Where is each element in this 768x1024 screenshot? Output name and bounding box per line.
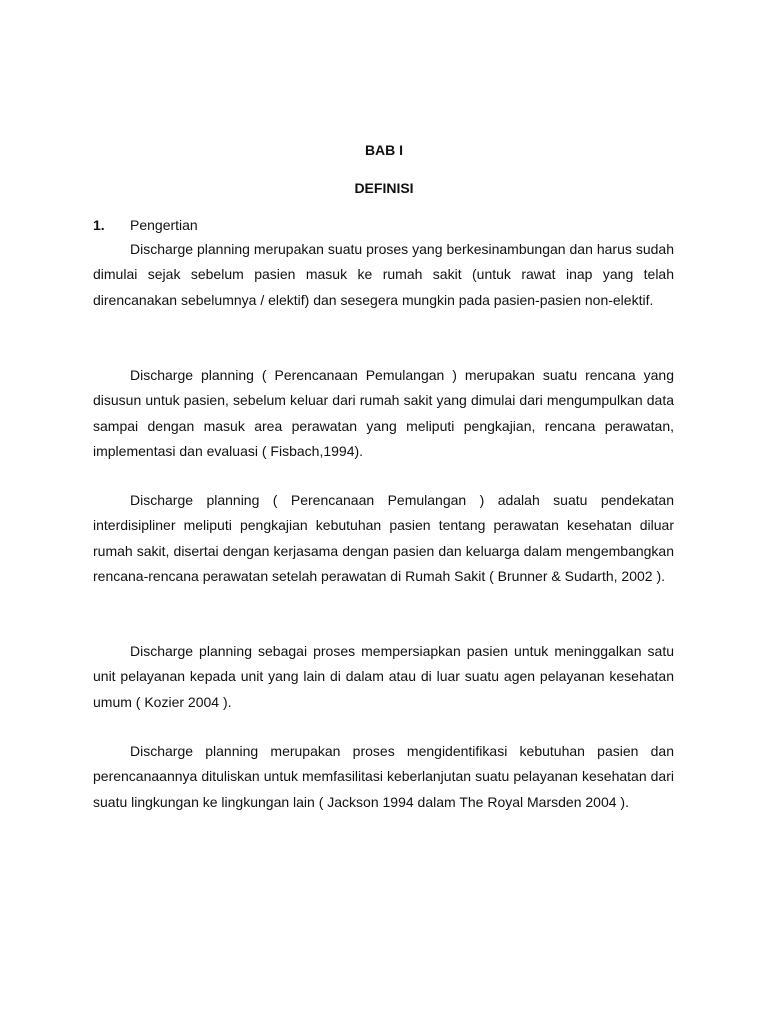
paragraph-3: Discharge planning ( Perencanaan Pemulangan ) adalah suatu pendekatan interdisipliner meliputi pengkajian kebutuhan pasien tentang perawatan kesehatan diluar rumah sakit, disertai dengan kerjasama dengan pasien dan keluarga dalam mengembangkan rencana-rencana perawatan setelah perawatan di Rumah Sakit ( Brunner & Sudarth, 2002 ). (93, 492, 674, 584)
section-label: Pengertian (130, 217, 198, 233)
paragraph-2: Discharge planning ( Perencanaan Pemulangan ) merupakan suatu rencana yang disusun untuk pasien, sebelum keluar dari rumah sakit yang dimulai dari mengumpulkan data sampai dengan masuk area perawatan yang meliputi pengkajian, rencana perawatan, implementasi dan evaluasi ( Fisbach,1994). (93, 367, 674, 459)
paragraph-4: Discharge planning sebagai proses mempersiapkan pasien untuk meninggalkan satu unit pelayanan kepada unit yang lain di dalam atau di luar suatu agen pelayanan kesehatan umum ( Kozier 2004 ). (93, 643, 674, 710)
chapter-heading: BAB I (364, 142, 404, 158)
chapter-title: DEFINISI (354, 180, 414, 196)
section-number: 1. (93, 217, 105, 233)
section-heading (93, 216, 198, 234)
paragraph-5: Discharge planning merupakan proses mengidentifikasi kebutuhan pasien dan perencanaannya dituliskan untuk memfasilitasi keberlanjutan suatu pelayanan kesehatan dari suatu lingkungan ke lingkungan lain ( Jackson 1994 dalam The Royal Marsden 2004 ). (93, 743, 674, 810)
paragraph-1: Discharge planning merupakan suatu proses yang berkesinambungan dan harus sudah dimulai sejak sebelum pasien masuk ke rumah sakit (untuk rawat inap yang telah direncanakan sebelumnya / elektif) dan sesegera mungkin pada pasien-pasien non-elektif. (93, 241, 674, 308)
